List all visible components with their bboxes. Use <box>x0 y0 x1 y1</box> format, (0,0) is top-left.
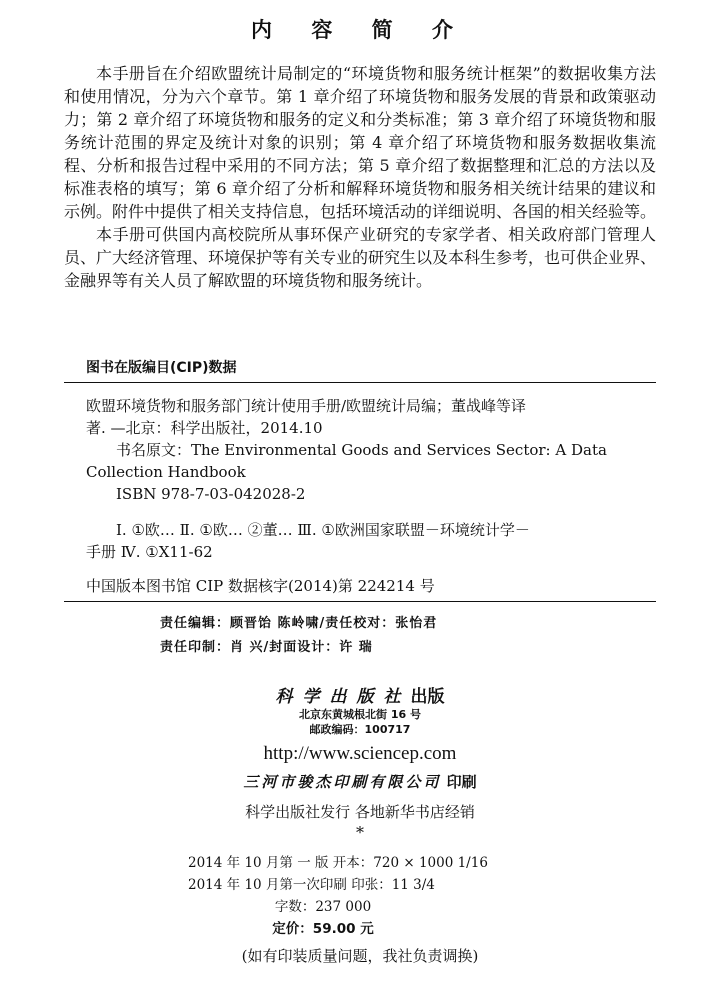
cip-top-rule <box>64 382 656 383</box>
spec-printing: 2014 年 10 月第一次印刷 印张：11 3/4 <box>188 877 435 893</box>
publisher-brand-logo: 科学出版社 <box>275 687 411 707</box>
summary-section <box>64 62 656 292</box>
credits-section <box>160 612 580 660</box>
publisher-address: 北京东黄城根北街 16 号 <box>299 708 421 721</box>
printer-line <box>0 770 720 794</box>
printer-brand-logo: 三河市骏杰印刷有限公司 <box>243 773 442 791</box>
publisher-section <box>0 682 720 842</box>
spec-word-count: 字数：237 000 <box>274 899 372 915</box>
separator-star: * <box>356 823 364 842</box>
specs-section <box>188 852 568 940</box>
summary-paragraph-1: 本手册旨在介绍欧盟统计局制定的“环境货物和服务统计框架”的数据收集方法和使用情况，分为六个章节。第 1 章介绍了环境货物和服务发展的背景和政策驱动力；第 2 章介绍了环境货物和服务的定义和分类标准；第 3 章介绍了环境货物和服务统计范围的界定及统计对象的识别；第 4 章介绍了环境货物和服务数据收集流程、分析和报告过程中采用的不同方法；第 5 章介绍了数据整理和汇总的方法以及标准表格的填写；第 6 章介绍了分析和解释环境货物和服务相关统计结果的建议和示例。附件中提供了相关支持信息，包括环境活动的详细说明、各国的相关经验等。 <box>64 64 657 221</box>
printer-suffix: 印刷 <box>446 773 477 791</box>
publisher-name <box>0 682 720 707</box>
cip-entry-line-1: 欧盟环境货物和服务部门统计使用手册/欧盟统计局编；董战峰等译 <box>86 397 527 415</box>
distribution-line: 科学出版社发行 各地新华书店经销 <box>245 803 475 821</box>
credits-editors: 责任编辑：顾晋饴 陈岭啸/责任校对：张怡君 <box>160 616 438 631</box>
cip-isbn: ISBN 978-7-03-042028-2 <box>116 485 306 503</box>
cip-block <box>86 395 642 563</box>
summary-paragraph-2: 本手册可供国内高校院所从事环保产业研究的专家学者、相关政府部门管理人员、广大经济管理、环境保护等有关专业的研究生以及本科生参考，也可供企业界、金融界等有关人员了解欧盟的环境货物和服务统计。 <box>64 225 657 290</box>
cip-original-title-line-2: Collection Handbook <box>86 463 246 481</box>
publisher-url: http://www.sciencep.com <box>263 743 457 764</box>
credits-production: 责任印制：肖 兴/封面设计：许 瑞 <box>160 640 373 655</box>
spec-edition: 2014 年 10 月第 一 版 开本：720 × 1000 1/16 <box>188 855 488 871</box>
cip-entry-line-2: 著. —北京：科学出版社，2014.10 <box>86 419 323 437</box>
spec-price: 定价：59.00 元 <box>272 921 374 937</box>
publisher-postcode: 邮政编码：100717 <box>309 723 411 736</box>
quality-notice: (如有印装质量问题，我社负责调换) <box>241 947 479 965</box>
cip-original-title-line-1: 书名原文：The Environmental Goods and Services Sector: A Data <box>116 441 607 459</box>
cip-subject-line-1: Ⅰ. ①欧… Ⅱ. ①欧… ②董… Ⅲ. ①欧洲国家联盟－环境统计学－ <box>116 521 530 539</box>
cip-record-number: 中国版本图书馆 CIP 数据核字(2014)第 224214 号 <box>86 577 435 595</box>
cip-bottom-rule <box>64 601 656 602</box>
page-title: 内 容 简 介 <box>251 18 469 42</box>
cip-subject-line-2: 手册 Ⅳ. ①X11-62 <box>86 543 213 561</box>
publisher-suffix: 出版 <box>410 687 445 707</box>
cip-heading: 图书在版编目(CIP)数据 <box>86 360 237 376</box>
